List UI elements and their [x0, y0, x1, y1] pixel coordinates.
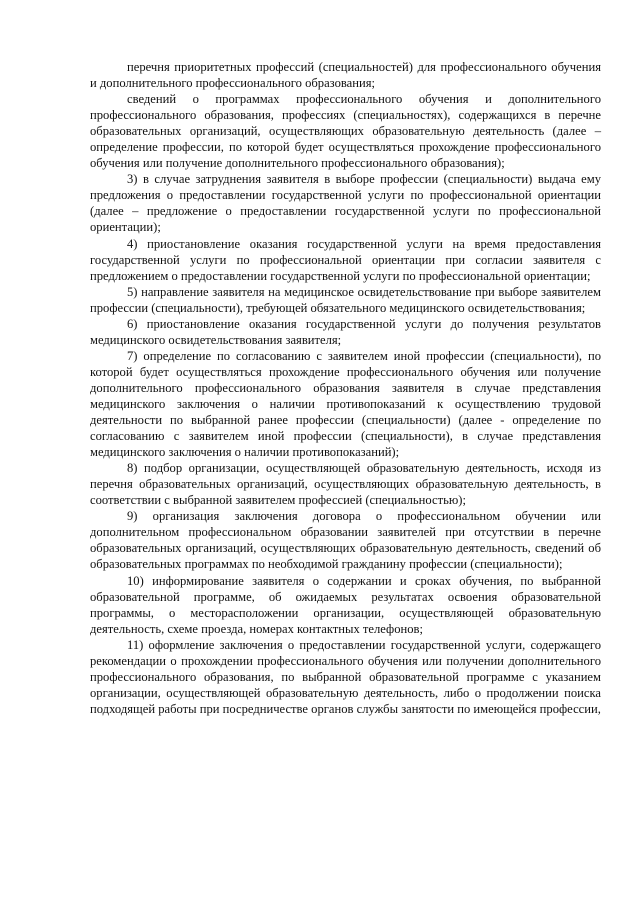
- document-page: [90, 59, 601, 717]
- paragraph-item-3: 3) в случае затруднения заявителя в выборе профессии (специальности) выдача ему предложения о предоставлении государственной услуги по профессиональной ориентации (далее – предложение о предоставлении государственной услуги по профессиональной ориентации);: [90, 172, 601, 235]
- paragraph-item-10: 10) информирование заявителя о содержании и сроках обучения, по выбранной образовательной программе, об ожидаемых результатах освоения образовательной программы, о месторасположении организации, осуществляющей образовательную деятельность, схеме проезда, номерах контактных телефонов;: [90, 573, 601, 636]
- paragraph-item-7: 7) определение по согласованию с заявителем иной профессии (специальности), по которой будет осуществляться прохождение профессионального обучения или получение дополнительного профессионального образования заявителя в случае представления медицинского заключения о наличии противопоказаний к осуществлению трудовой деятельности по выбранной ранее профессии (специальности) (далее - определение по согласованию с заявителем иной профессии (специальности), в случае представления медицинского заключения о наличии противопоказаний);: [90, 348, 601, 460]
- paragraph-priority-professions-list: перечня приоритетных профессий (специальностей) для профессионального обучения и дополнительного профессионального образования;: [90, 60, 601, 91]
- paragraph-item-11: 11) оформление заключения о предоставлении государственной услуги, содержащего рекомендации о прохождении профессионального обучения или получении дополнительного профессионального образования, по выбранной образовательной программе с указанием организации, осуществляющей образовательную деятельность, либо о продолжении поиска подходящей работы при посредничестве органов службы занятости по имеющейся профессии,: [90, 637, 601, 716]
- paragraph-item-4: 4) приостановление оказания государственной услуги на время предоставления государственной услуги по профессиональной ориентации при согласии заявителя с предложением о предоставлении государственной услуги по профессиональной ориентации;: [90, 236, 601, 283]
- paragraph-item-5: 5) направление заявителя на медицинское освидетельствование при выборе заявителем профессии (специальности), требующей обязательного медицинского освидетельствования;: [90, 284, 601, 315]
- paragraph-program-info: сведений о программах профессионального обучения и дополнительного профессионального образования, профессиях (специальностях), содержащихся в перечне образовательных организаций, осуществляющих образовательную деятельность (далее – определение профессии, по которой будет осуществляться прохождение профессионального обучения или получение дополнительного профессионального образования);: [90, 92, 601, 171]
- paragraph-item-9: 9) организация заключения договора о профессиональном обучении или дополнительном профессиональном образовании заявителей при отсутствии в перечне образовательных организаций, осуществляющих образовательную деятельность, сведений об образовательных программах по необходимой гражданину профессии (специальности);: [90, 509, 601, 572]
- paragraph-item-8: 8) подбор организации, осуществляющей образовательную деятельность, исходя из перечня образовательных организаций, осуществляющих образовательную деятельность, в соответствии с выбранной заявителем профессией (специальностью);: [90, 461, 601, 508]
- paragraph-item-6: 6) приостановление оказания государственной услуги до получения результатов медицинского освидетельствования заявителя;: [90, 316, 601, 347]
